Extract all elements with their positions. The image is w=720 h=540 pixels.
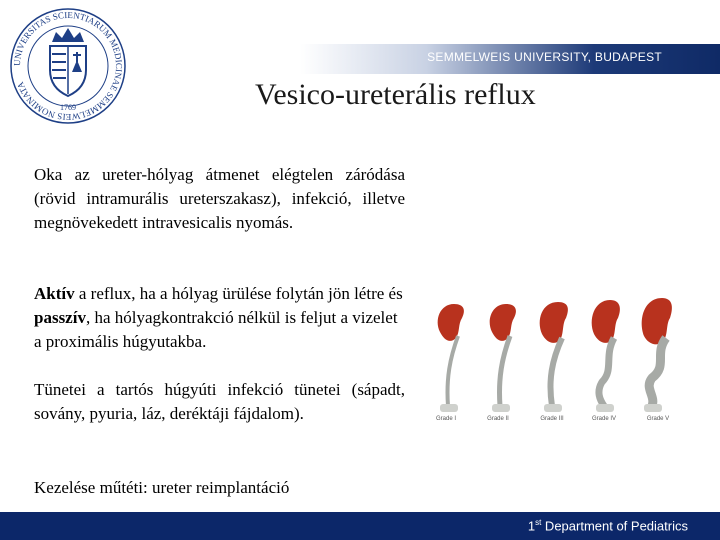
cause-paragraph: Oka az ureter-hólyag átmenet elégtelen záródása (rövid intramurális ureterszakasz), infekció, illetve megnövekedett intravesicalis nyomás. — [34, 165, 405, 232]
paragraph2-text-b: , ha hólyagkontrakció nélkül is feljut a vizelet a proximális húgyutakba. — [34, 308, 398, 351]
aktiv-term: Aktív — [34, 284, 75, 303]
ordinal-number: 1 — [527, 518, 536, 534]
grade-4-label: Grade IV — [591, 416, 617, 422]
ordinal-suffix: st — [535, 518, 542, 527]
grade-2-label: Grade II — [487, 416, 509, 422]
grade-2-kidney-ureter — [487, 304, 516, 422]
grade-5-label: Grade V — [646, 416, 670, 422]
department-name: Department of Pediatrics — [541, 518, 688, 534]
active-passive-paragraph — [34, 282, 405, 354]
svg-text:UNIVERSITAS SCIENTIARUM MEDICI: UNIVERSITAS SCIENTIARUM MEDICINAE SEMMELWEIS NOMINATA — [11, 9, 125, 123]
department-label — [528, 518, 688, 533]
symptoms-paragraph: Tünetei a tartós húgyúti infekció tünetei (sápadt, sovány, pyuria, láz, deréktáji fájdalom). — [34, 380, 405, 423]
grade-3-label: Grade III — [540, 416, 564, 422]
grade-1-label: Grade I — [435, 416, 457, 422]
paragraph2-text-a: a reflux, ha a hólyag ürülése folytán jön létre és — [74, 284, 403, 303]
grade-1-kidney-ureter — [436, 304, 464, 422]
treatment-paragraph: Kezelése műtéti: ureter reimplantáció — [34, 478, 290, 497]
grade-4-kidney-ureter — [592, 300, 620, 422]
reflux-grades-illustration — [430, 278, 692, 428]
university-name: SEMMELWEIS UNIVERSITY, BUDAPEST — [427, 50, 662, 64]
grade-5-kidney-ureter — [642, 298, 672, 422]
slide-title: Vesico-ureterális reflux — [255, 78, 536, 111]
grade-3-kidney-ureter — [540, 302, 568, 422]
passziv-term: passzív — [34, 308, 86, 327]
university-seal-logo — [8, 6, 128, 126]
svg-text:1769: 1769 — [60, 103, 76, 112]
